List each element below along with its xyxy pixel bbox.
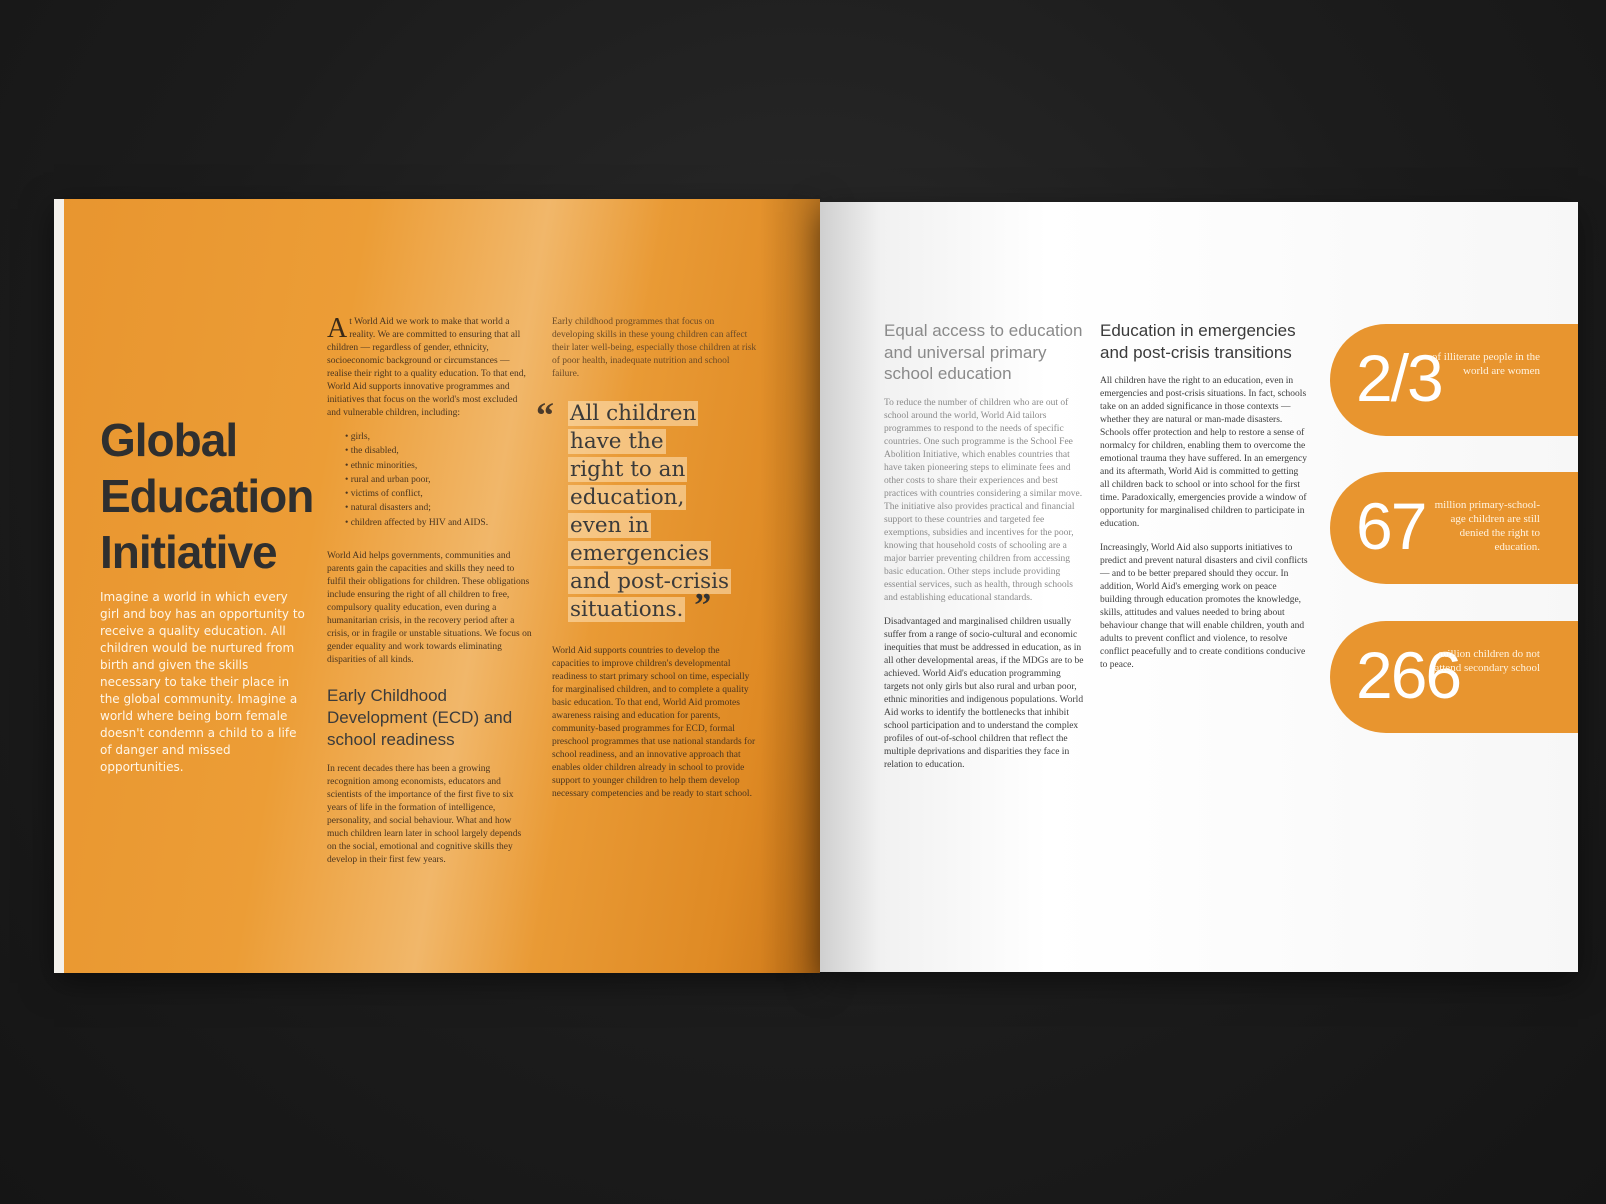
title-line: Initiative [100,526,277,578]
list-item: • victims of conflict, [345,487,533,501]
paragraph: Increasingly, World Aid also supports initiatives to predict and prevent natural disasters and civil conflicts — and to be better prepared should they occur. In addition, World Aid's emerging work on peace building through education promotes the knowledge, skills, attitudes and values needed to bring about behaviour change that will enable children, youth and adults to prevent conflict and violence, to resolve conflict peacefully and to create conditions conducive to peace. [1100,543,1308,670]
list-item: • natural disasters and; [345,501,533,515]
quote-text [568,400,768,624]
left-column-1 [327,313,533,877]
opening-paragraph [327,313,533,420]
stat-number: 2/3 [1356,341,1442,415]
stat-card [1330,472,1578,584]
right-column-2 [1100,320,1310,683]
quote-line: situations. [570,597,684,622]
page-title [100,412,330,580]
quote-line: even in [570,513,649,538]
opening-text: t World Aid we work to make that world a reality. We are committed to ensuring that all children — regardless of gender, ethnicity, socioeconomic background or circumstances — realise their right to a quality education. To that end, World Aid supports innovative programmes and initiatives that focus on the world's most excluded and vulnerable children, including: [327,317,526,418]
equal-access-heading: Equal access to education and universal primary school education [884,321,1083,383]
list-item: • children affected by HIV and AIDS. [345,516,533,530]
quote-line: emergencies [570,541,710,566]
open-quote-mark: “ [536,395,554,435]
list-item: • ethnic minorities, [345,459,533,473]
paragraph: Early childhood programmes that focus on developing skills in these young children can affect their later well-being, especially those children at risk of poor health, inadequate nutrition and school failure. [552,317,757,379]
paragraph: Disadvantaged and marginalised children usually suffer from a range of socio-cultural and economic inequities that must be addressed in education, as in all other developmental areas, if the MDGs are to be achieved. World Aid's education programming targets not only girls but also rural and urban poor, ethnic minorities and indigenous populations. World Aid works to identify the bottlenecks that inhibit school participation and to understand the complex profiles of out-of-school children that reflect the multiple deprivations and disparities they face in relation to education. [884,616,1084,770]
pull-quote [536,395,768,624]
list-item: • rural and urban poor, [345,473,533,487]
stat-label: of illiterate people in the world are women [1431,351,1540,377]
title-line: Global [100,414,238,466]
emergencies-heading: Education in emergencies and post-crisis transitions [1100,321,1296,362]
quote-line: All children [570,401,697,426]
stat-card [1330,324,1578,436]
stat-number: 67 [1356,489,1426,563]
close-quote-mark: ” [694,587,712,624]
left-column-2-bottom [552,645,758,811]
stat-number: 266 [1356,638,1461,712]
paragraph: World Aid helps governments, communities and parents gain the capacities and skills they need to fulfil their obligations for children. These obligations include ensuring the right of all children to free, compulsory quality education, even during a humanitarian crisis, in the recovery period after a crisis, or in fragile or unstable situations. We focus on gender equality and work towards eliminating disparities of all kinds. [327,551,532,666]
stat-label: million children do not attend secondary school [1434,648,1540,674]
list-item: • girls, [345,430,533,444]
ecd-heading: Early Childhood Development (ECD) and school readiness [327,686,513,750]
right-column-1 [884,320,1084,783]
quote-line: education, [570,485,685,510]
paragraph: All children have the right to an education, even in emergencies and post-crisis situations. In fact, schools take on an added significance in those contexts — whether they are natural or man-made disasters. Schools offer protection and help to restore a sense of normalcy for children, enabling them to overcome the emotional trauma they have suffered. In an emergency and its aftermath, World Aid is committed to getting all children back to school or into school for the first time. Paradoxically, emergencies provide a window of opportunity for marginalised children to participate in education. [1100,376,1307,529]
quote-line: have the [570,429,664,454]
paragraph: To reduce the number of children who are out of school around the world, World Aid tailors programmes to respond to the needs of specific countries. One such programme is the School Fee Abolition Initiative, which enables countries that have taken pioneering steps to eliminate fees and other costs to share their experiences and best practices with countries considering a similar move. The initiative also provides practical and financial support to these countries and targeted fee exemptions, subsidies and incentives for the poor, knowing that household costs of schooling are a major barrier preventing children from accessing basic education. Other steps include providing essential services, such as health, through schools and establishing educational standards. [884,397,1083,603]
left-column-2-top [552,316,758,391]
paragraph: In recent decades there has been a growing recognition among economists, educators and scientists of the importance of the first five to six years of life in the formation of intelligence, personality, and social behaviour. What and how much children learn later in school largely depends on the social, emotional and cognitive skills they develop in their first few years. [327,764,522,866]
list-item: • the disabled, [345,444,533,458]
paragraph: World Aid supports countries to develop the capacities to improve children's developmental readiness to start primary school on time, especially for marginalised children, and to complete a quality basic education. To that end, World Aid promotes awareness raising and education for parents, community-based programmes for ECD, formal preschool programmes that use national standards for school readiness, and an innovative approach that enables older children already in school to provide support to younger children to help them develop necessary competencies and be ready to start school. [552,646,756,799]
stat-card [1330,621,1578,733]
quote-line: and post-crisis [570,569,730,594]
title-line: Education [100,470,314,522]
quote-line: right to an [570,457,686,482]
intro-paragraph: Imagine a world in which every girl and boy has an opportunity to receive a quality education. All children would be nurtured from birth and given the skills necessary to take their place in the global community. Imagine a world where being born female doesn't condemn a child to a life of danger and missed opportunities. [100,590,305,774]
drop-cap: A [327,313,348,344]
vulnerable-groups-list [345,430,533,530]
stat-label: million primary-school-age children are still denied the right to education. [1434,499,1540,553]
